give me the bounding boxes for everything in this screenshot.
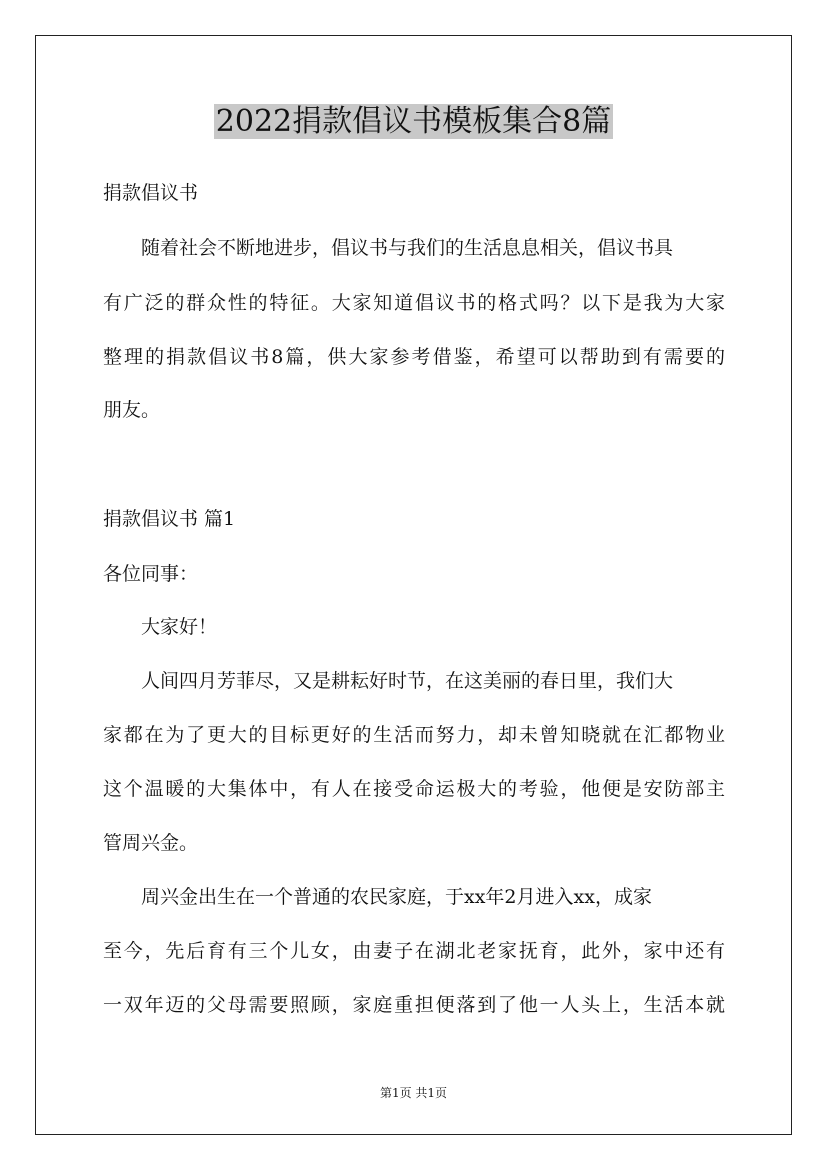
section-title: 捐款倡议书 篇1 — [103, 508, 236, 530]
intro-line-3: 整理的捐款倡议书8篇，供大家参考借鉴，希望可以帮助到有需要的 — [103, 346, 725, 368]
intro-line-2: 有广泛的群众性的特征。大家知道倡议书的格式吗？以下是我为大家 — [103, 292, 725, 314]
paragraph2-line-1: 周兴金出生在一个普通的农民家庭，于xx年2月进入xx，成家 — [141, 886, 652, 908]
intro-line-4: 朋友。 — [103, 399, 161, 421]
paragraph1-line-2: 家都在为了更大的目标更好的生活而努力，却未曾知晓就在汇都物业 — [103, 724, 725, 746]
paragraph1-line-3: 这个温暖的大集体中，有人在接受命运极大的考验，他便是安防部主 — [103, 778, 725, 800]
salutation: 各位同事： — [103, 563, 199, 585]
intro-line-1: 随着社会不断地进步，倡议书与我们的生活息息相关，倡议书具 — [141, 237, 674, 259]
greeting: 大家好！ — [141, 616, 218, 638]
document-title-text: 2022捐款倡议书模板集合8篇 — [215, 104, 612, 139]
paragraph1-line-4: 管周兴金。 — [103, 832, 199, 854]
paragraph2-line-2: 至今，先后育有三个儿女，由妻子在湖北老家抚育，此外，家中还有 — [103, 940, 725, 962]
paragraph1-line-1: 人间四月芳菲尽，又是耕耘好时节，在这美丽的春日里，我们大 — [141, 670, 674, 692]
document-title — [0, 100, 827, 144]
page-footer: 第1页 共1页 — [379, 1086, 448, 1100]
heading: 捐款倡议书 — [103, 182, 199, 204]
paragraph2-line-3: 一双年迈的父母需要照顾，家庭重担便落到了他一人头上，生活本就 — [103, 994, 725, 1016]
